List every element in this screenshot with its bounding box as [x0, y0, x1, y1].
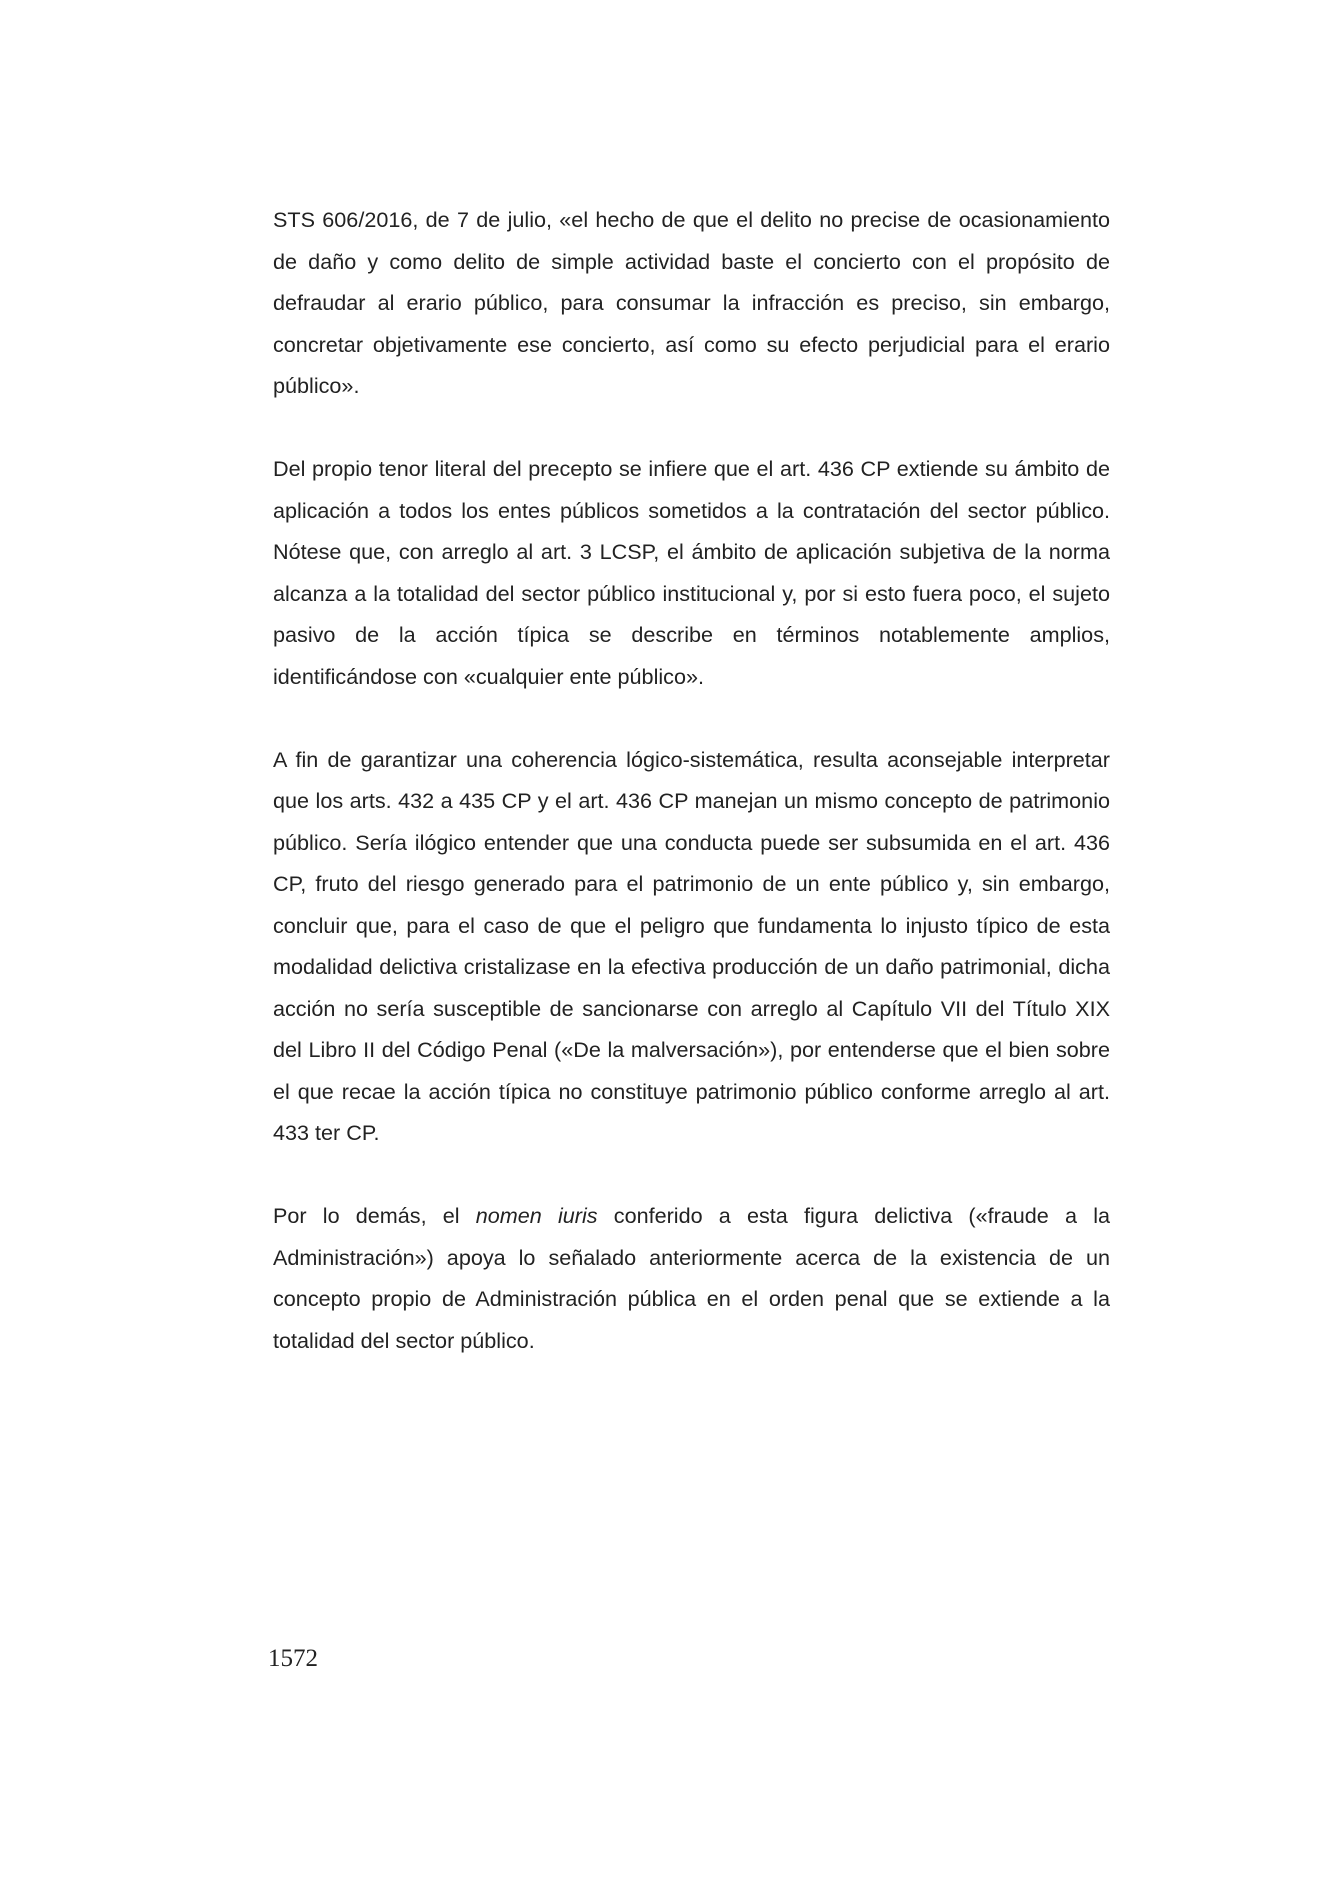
paragraph-4-lead: Por lo demás, el: [273, 1203, 476, 1228]
paragraph-3: A fin de garantizar una coherencia lógico-sistemática, resulta aconsejable interpretar que los arts. 432 a 435 CP y el art. 436 CP manejan un mismo concepto de patrimonio público. Sería ilógico entender que una conducta puede ser subsumida en el art. 436 CP, fruto del riesgo generado para el patrimonio de un ente público y, sin embargo, concluir que, para el caso de que el peligro que fundamenta lo injusto típico de esta modalidad delictiva cristalizase en la efectiva producción de un daño patrimonial, dicha acción no sería susceptible de sancionarse con arreglo al Capítulo VII del Título XIX del Libro II del Código Penal («De la malversación»), por entenderse que el bien sobre el que recae la acción típica no constituye patrimonio público conforme arreglo al art. 433 ter CP.: [273, 746, 1110, 1145]
paragraph-4-latin-term: nomen iuris: [475, 1203, 598, 1228]
paragraph-1: STS 606/2016, de 7 de julio, «el hecho de que el delito no precise de ocasionamiento de daño y como delito de simple actividad baste el concierto con el propósito de defraudar al erario público, para consumar la infracción es preciso, sin embargo, concretar objetivamente ese concierto, así como su efecto perjudicial para el erario público».: [273, 207, 1110, 398]
paragraph-4-rest: conferido a esta figura delictiva («fraude a la Administración») apoya lo señalado anteriormente acerca de la existencia de un concepto propio de Administración pública en el orden penal que se extiende a la totalidad del sector público.: [273, 1203, 1111, 1353]
paragraph-4: [273, 1195, 1110, 1361]
paragraph-2: Del propio tenor literal del precepto se infiere que el art. 436 CP extiende su ámbito de aplicación a todos los entes públicos sometidos a la contratación del sector público. Nótese que, con arreglo al art. 3 LCSP, el ámbito de aplicación subjetiva de la norma alcanza a la totalidad del sector público institucional y, por si esto fuera poco, el sujeto pasivo de la acción típica se describe en términos notablemente amplios, identificándose con «cualquier ente público».: [273, 456, 1110, 689]
page-number: 1572: [268, 1645, 318, 1672]
document-body: [273, 199, 1110, 1361]
